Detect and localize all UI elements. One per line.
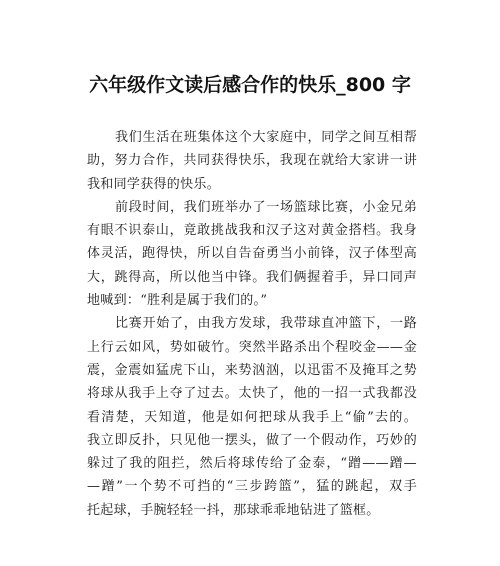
paragraph-2-line-2: 有眼不识泰山，竟敢挑战我和汉子这对黄金搭档。我身 bbox=[87, 223, 417, 239]
paragraph-2-line-5: 地喊到：“胜利是属于我们的。” bbox=[87, 293, 268, 309]
document-title: 六年级作文读后感合作的快乐_800 字 bbox=[89, 74, 411, 96]
paragraph-2-line-3: 体灵活，跑得快，所以自告奋勇当小前锋，汉子体型高 bbox=[87, 246, 417, 262]
paragraph-3-line-2: 上行云如风，势如破竹。突然半路杀出个程咬金——金 bbox=[87, 339, 417, 355]
paragraph-3-line-9: 托起球，手腕轻轻一抖，那球乖乖地钻进了篮框。 bbox=[87, 502, 380, 518]
paragraph-3-line-8: —蹭”一个势不可挡的“三步跨篮”，猛的跳起，双手 bbox=[87, 479, 417, 495]
paragraph-1-line-1: 我们生活在班集体这个大家庭中，同学之间互相帮 bbox=[115, 130, 417, 145]
paragraph-1-line-3: 我和同学获得的快乐。 bbox=[87, 176, 221, 192]
paragraph-3-line-7: 躲过了我的阻拦，然后将球传给了金泰，“蹭——蹭— bbox=[87, 456, 417, 472]
paragraph-2-line-1: 前段时间，我们班举办了一场篮球比赛，小金兄弟 bbox=[115, 199, 417, 215]
paragraph-3-line-6: 我立即反扑，只见他一摆头，做了一个假动作，巧妙的 bbox=[87, 432, 417, 448]
paragraph-3-line-3: 震，金震如猛虎下山，来势汹汹，以迅雷不及掩耳之势 bbox=[87, 362, 417, 378]
paragraph-1-line-2: 助，努力合作，共同获得快乐，我现在就给大家讲一讲 bbox=[87, 153, 417, 169]
paragraph-2-line-4: 大，跳得高，所以他当中锋。我们俩握着手，异口同声 bbox=[87, 269, 417, 285]
paragraph-3-line-1: 比赛开始了，由我方发球，我带球直冲篮下，一路 bbox=[115, 316, 417, 332]
document-body bbox=[87, 126, 417, 522]
paragraph-3-line-4: 将球从我手上夺了过去。太快了，他的一招一式我都没 bbox=[87, 386, 417, 402]
paragraph-3-line-5: 看清楚，天知道，他是如何把球从我手上“偷”去的。 bbox=[87, 409, 417, 425]
